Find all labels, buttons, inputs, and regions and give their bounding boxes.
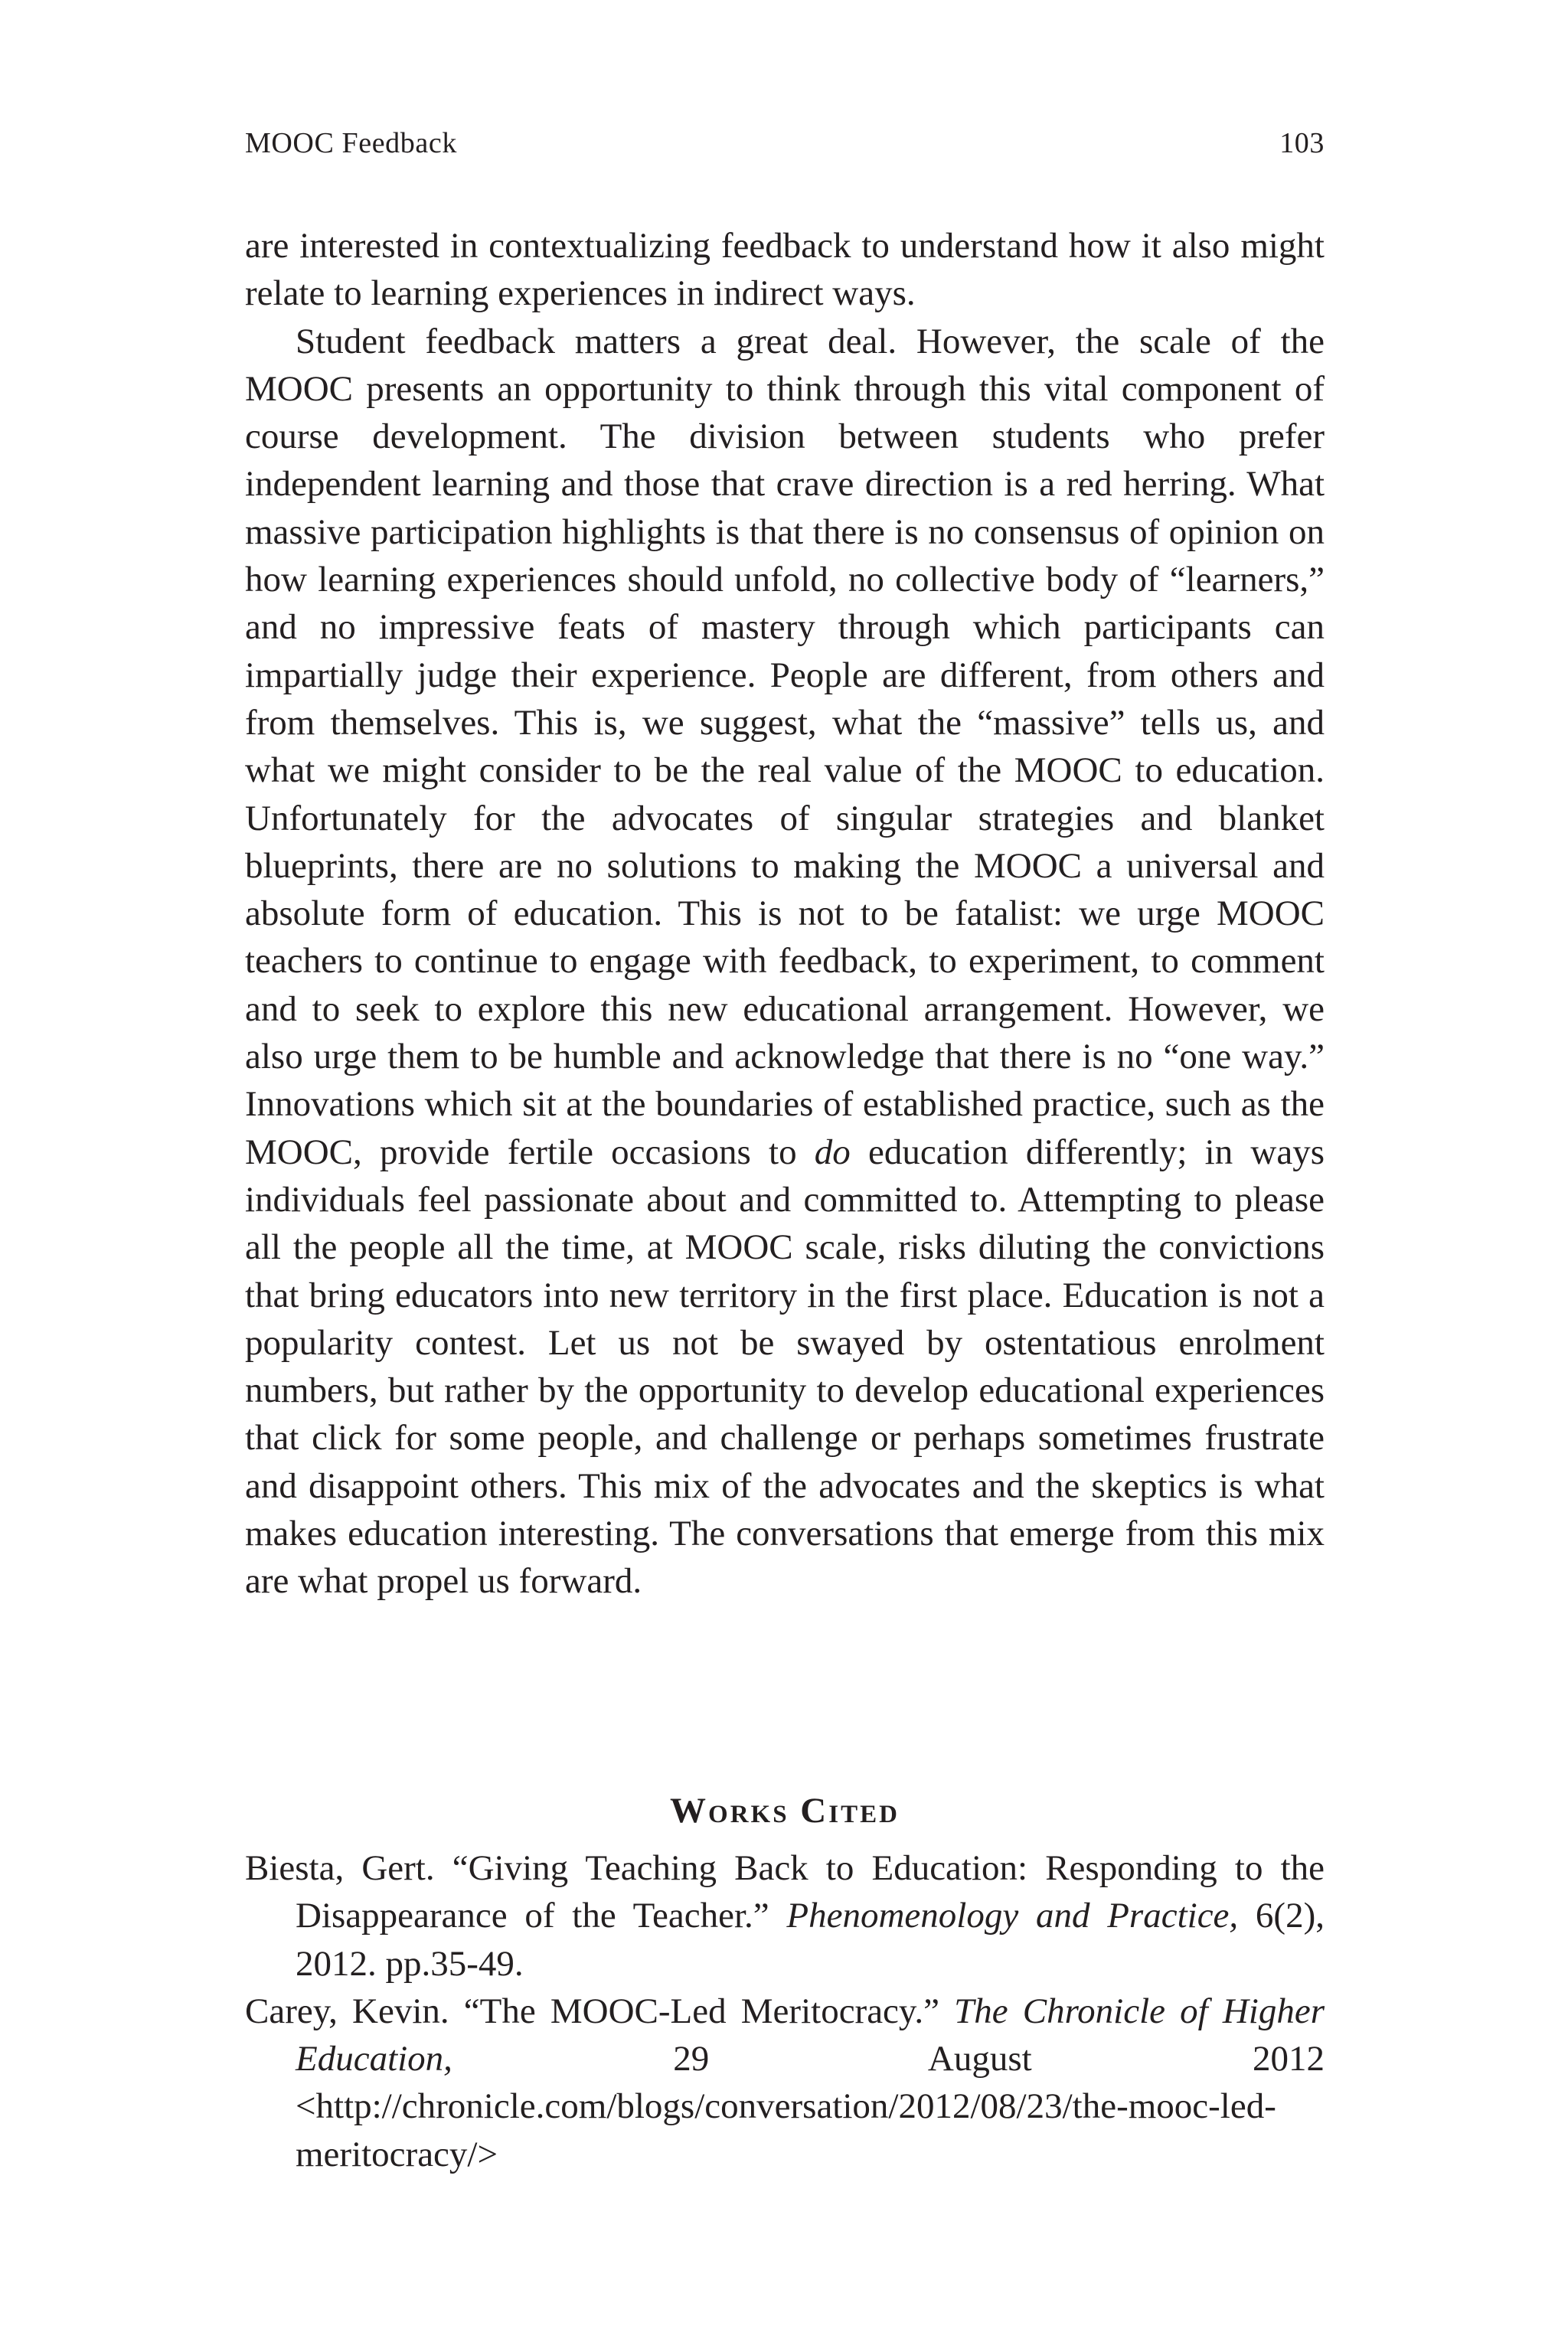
paragraph-main-text-a: Student feedback matters a great deal. However, the scale of the MOOC presents an opportunity to think through this vital component of course development. The division between students who prefer independent learning and those that crave direction is a red herring. What massive participation highlights is that there is no consensus of opinion on how learning experiences should unfold, no collective body of “learners,” and no impressive feats of mastery through which participants can impartially judge their experience. People are different, from others and from themselves. This is, we suggest, what the “massive” tells us, and what we might consider to be the real value of the MOOC to education. Unfortunately for the advocates of singular strategies and blanket blueprints, there are no solutions to making the MOOC a universal and absolute form of education. This is not to be fatalist: we urge MOOC teachers to continue to engage with feedback, to experiment, to comment and to seek to explore this new educational arrangement. However, we also urge them to be humble and acknowledge that there is no “one way.” Innovations which sit at the boundaries of established practice, such as the MOOC, provide fertile occasions to: [245, 321, 1325, 1172]
paragraph-main-text-b: education differently; in ways individuals feel passionate about and committed to. Attempting to please all the people all the time, at MOOC scale, risks diluting the convictions that bring educators into new territory in the first place. Education is not a popularity contest. Let us not be swayed by ostentatious enrolment numbers, but rather by the opportunity to develop educational experiences that click for some people, and challenge or perhaps sometimes frustrate and disappoint others. This mix of the advocates and the skeptics is what makes education interesting. The conversations that emerge from this mix are what propel us forward.: [245, 1132, 1325, 1602]
body-text: [245, 222, 1325, 1606]
citation-lead: Biesta, Gert. “Giving Teaching Back to Education: Responding to the Disappearance of the Teacher.”: [245, 1848, 1325, 1936]
citation-journal: Phenomenology and Practice,: [786, 1896, 1239, 1936]
page-number: 103: [1279, 127, 1325, 159]
running-title: MOOC Feedback: [245, 127, 457, 159]
citation-entry: [245, 1844, 1325, 1988]
citation-tail: 6(2), 2012. pp.35-49.: [296, 1896, 1325, 1984]
works-cited-heading: Works Cited: [670, 1791, 900, 1831]
citation-entry: [245, 1988, 1325, 2178]
paragraph-main-emphasis: do: [814, 1132, 851, 1172]
citation-lead: Carey, Kevin. “The MOOC-Led Meritocracy.”: [245, 1991, 955, 2031]
works-cited-list: [245, 1844, 1325, 2178]
citation-journal: The Chronicle of Higher Education,: [296, 1991, 1325, 2079]
citation-tail: 29 August 2012 <http://chronicle.com/blogs/conversation/2012/08/23/the-mooc-led-meritocracy/>: [296, 2039, 1325, 2174]
paragraph-main: [245, 318, 1325, 1606]
running-head: [245, 124, 1325, 162]
paragraph-continued: are interested in contextualizing feedback to understand how it also might relate to learning experiences in indirect ways.: [245, 226, 1325, 314]
